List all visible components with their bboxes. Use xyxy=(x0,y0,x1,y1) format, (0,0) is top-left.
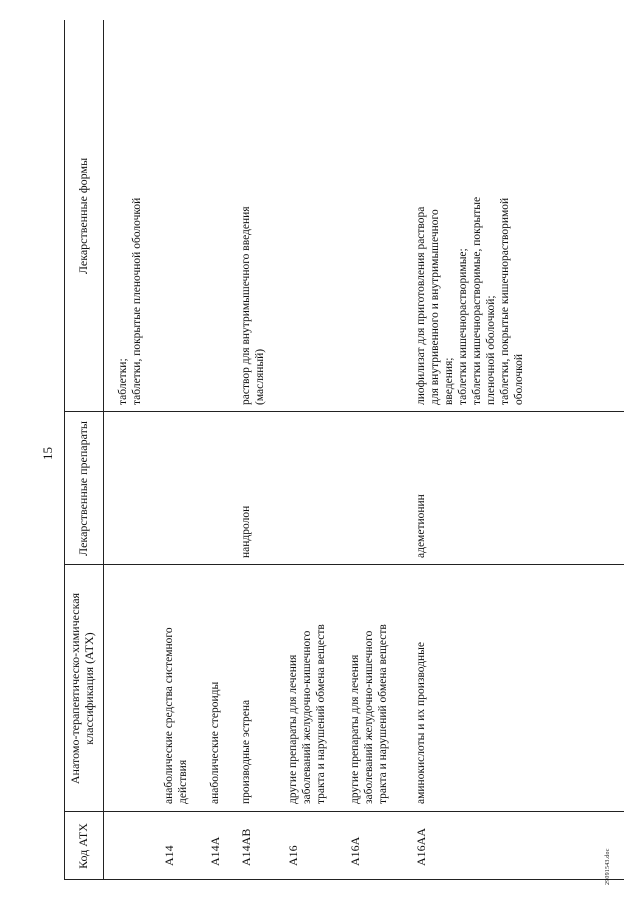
table-top-border xyxy=(64,20,65,880)
table-row-3-form: раствор для внутримышечного введения (масляный) xyxy=(240,206,266,405)
header-forms: Лекарственные формы xyxy=(76,157,90,275)
table-row-0-form: таблетки; таблетки, покрытые пленочной оболочкой xyxy=(117,197,143,405)
table-row-6-form: лиофилизат для приготовления раствора для внутривенного и внутримышечного введения; таблетки кишечнорастворимые; таблетки кишечнорастворимые, покрытые пленочной оболочкой; таблетки, покрытые кишечнорастворимой оболочкой xyxy=(415,196,525,405)
header-atc: Анатомо-терапевтическо-химическая классификация (АТХ) xyxy=(68,592,96,785)
table-row-4-atc: другие препараты для лечения заболеваний желудочно-кишечного тракта и нарушений обмена веществ xyxy=(287,624,327,804)
page-number: 15 xyxy=(40,447,55,460)
table-row-3-atc: производные эстрена xyxy=(240,699,252,804)
col-divider-3 xyxy=(64,411,624,412)
header-bottom-border xyxy=(103,20,104,880)
table-row-3-code: A14AB xyxy=(239,828,253,866)
header-drugs: Лекарственные препараты xyxy=(76,421,90,556)
table-left-border xyxy=(64,879,624,880)
table-row-5-code: A16A xyxy=(348,836,362,866)
atc-table xyxy=(64,20,624,880)
col-divider-1 xyxy=(64,811,624,812)
table-row-2-code: A14A xyxy=(208,836,222,866)
table-row-1-atc: анаболические средства системного действия xyxy=(163,627,189,804)
table-row-6-atc: аминокислоты и их производные xyxy=(415,641,427,804)
table-row-6-drug: адеметионин xyxy=(415,494,427,558)
table-row-6-code: A16AA xyxy=(414,828,428,866)
table-row-2-atc: анаболические стероиды xyxy=(209,681,221,804)
table-row-3-drug: нандролон xyxy=(240,505,252,558)
header-code: Код АТХ xyxy=(76,823,90,869)
table-row-1-code: A14 xyxy=(162,845,176,866)
table-row-4-code: A16 xyxy=(286,845,300,866)
col-divider-2 xyxy=(64,564,624,565)
footer-filename: 29091543.doc xyxy=(605,848,611,885)
table-row-5-atc: другие препараты для лечения заболеваний желудочно-кишечного тракта и нарушений обмена веществ xyxy=(349,624,389,804)
